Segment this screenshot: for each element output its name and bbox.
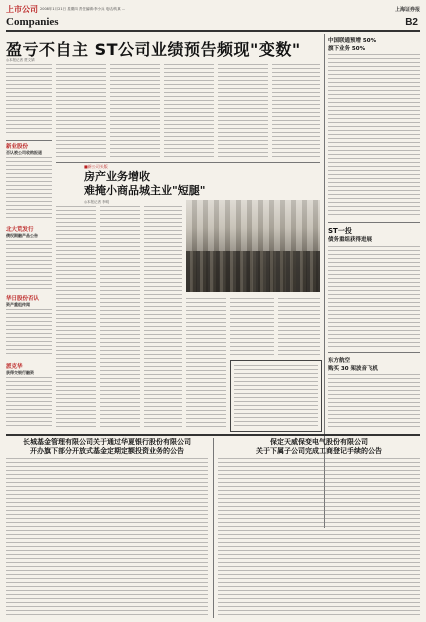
feature-text-col-6: [278, 298, 320, 356]
feature-headline-2: 难掩小商品城主业"短腿": [84, 184, 206, 197]
left-brief-1-subtitle: 否认被公司收购报道: [6, 150, 42, 155]
left-brief-1-title: 新业股份: [6, 144, 29, 150]
left-brief-2-text: [6, 240, 52, 290]
right-mid-title-1: ST一投: [328, 227, 352, 235]
left-brief-3-subtitle: 资产重组传闻: [6, 302, 30, 307]
masthead: 上市公司: [6, 4, 38, 14]
market-photo: [186, 200, 320, 292]
left-brief-4-title: 派克华: [6, 364, 23, 370]
left-brief-1-text: [6, 157, 52, 221]
right-notice-text: [218, 458, 420, 616]
article-text-col-1: [6, 64, 52, 134]
section-title: Companies: [6, 16, 59, 28]
left-brief-2-title: 北大荒发行: [6, 227, 34, 233]
left-brief-2-subtitle: 债权期融产品公告: [6, 233, 38, 238]
left-rule-1: [6, 140, 52, 141]
notice-divider: [213, 438, 214, 618]
article-text-col-2: [56, 64, 106, 160]
feature-byline: ◎本报记者 李明: [84, 200, 110, 204]
feature-headline-1: 房产业务增收: [84, 170, 150, 183]
article-text-col-5: [218, 64, 268, 160]
article-text-col-3: [110, 64, 160, 160]
right-top-title-2: 旗下业务 50%: [328, 46, 366, 52]
feature-text-col-4: [186, 298, 226, 430]
right-notice: [218, 438, 420, 618]
feature-label: ■新公司头版: [84, 164, 108, 169]
right-notice-title-2: 关于下属子公司完成工商登记手续的公告: [256, 446, 382, 455]
header-rule: [6, 30, 420, 32]
left-notice: [6, 438, 208, 618]
feature-text-col-2: [100, 206, 140, 430]
right-bottom-title-1: 东方航空: [328, 358, 351, 364]
right-top-title-1: 中国联通预增 50%: [328, 38, 377, 44]
right-top-text: [328, 54, 420, 218]
left-brief-3-title: 华日股份否认: [6, 296, 40, 302]
left-brief-3-text: [6, 309, 52, 357]
notice-box: [230, 360, 322, 432]
right-mid-text: [328, 246, 420, 348]
left-brief-4-text: [6, 377, 52, 429]
paper-name: 上海证券报: [394, 7, 420, 13]
right-rule-1: [328, 222, 420, 223]
right-mid-title-2: 债务重组获得进展: [328, 237, 373, 243]
feature-text-col-3: [144, 206, 182, 430]
right-bottom-title-2: 购买 30 架波音飞机: [328, 366, 378, 372]
left-notice-title-2: 开办旗下部分开放式基金定期定额投资业务的公告: [30, 446, 184, 455]
main-headline: 盈亏不自主 ST公司业绩预告频现"变数": [6, 40, 301, 59]
feature-rule: [56, 162, 320, 163]
article-text-col-4: [164, 64, 214, 160]
article-text-col-6: [272, 64, 320, 160]
notice-rule: [6, 434, 420, 436]
right-notice-title-1: 保定天威保变电气股份有限公司: [270, 438, 368, 446]
page-number: B2: [405, 17, 418, 28]
main-byline: ◎本报记者 贾文婧: [6, 58, 35, 62]
left-notice-text: [6, 458, 208, 616]
left-notice-title-1: 长城基金管理有限公司关于通过华夏银行股份有限公司: [23, 438, 191, 446]
right-bottom-text: [328, 374, 420, 430]
feature-text-col-1: [56, 206, 96, 430]
right-rule-2: [328, 352, 420, 353]
left-brief-4-subtitle: 获得交银行融资: [6, 370, 34, 375]
date-line: 2008年1月21日 星期四 责任编辑:李小兵 电话/传真 ...: [40, 7, 126, 11]
feature-text-col-5: [230, 298, 274, 356]
